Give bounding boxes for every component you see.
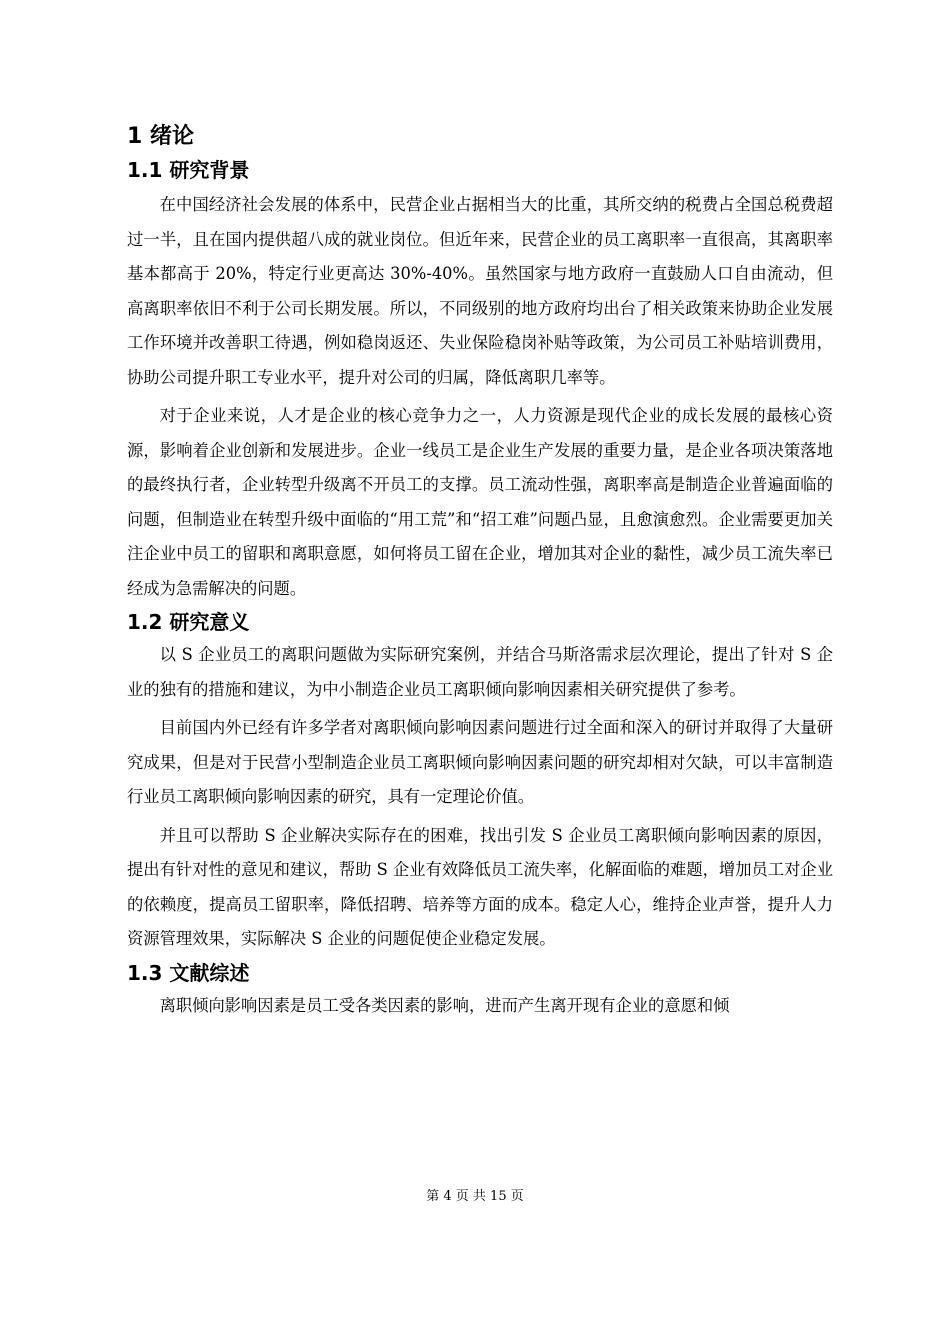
paragraph: 并且可以帮助 S 企业解决实际存在的困难，找出引发 S 企业员工离职倾向影响因素的原因，提出有针对性的意见和建议，帮助 S 企业有效降低员工流失率，化解面临的难题，增加员工对企业的依赖度，提高员工留职率，降低招聘、培养等方面的成本。稳定人心，维持企业声誉，提升人力资源管理效果，实际解决 S 企业的问题促使企业稳定发展。 <box>127 825 833 948</box>
paragraph: 目前国内外已经有许多学者对离职倾向影响因素问题进行过全面和深入的研讨并取得了大量研究成果，但是对于民营小型制造企业员工离职倾向影响因素问题的研究却相对欠缺，可以丰富制造行业员工离职倾向影响因素的研究，具有一定理论价值。 <box>127 718 833 806</box>
page-number-footer: 第 4 页 共 15 页 <box>426 1189 524 1204</box>
document-page <box>127 120 833 1023</box>
section-heading: 1.1 研究背景 <box>127 158 250 182</box>
paragraph: 离职倾向影响因素是员工受各类因素的影响，进而产生离开现有企业的意愿和倾 <box>159 995 730 1015</box>
chapter-title: 1 绪论 <box>127 124 194 149</box>
paragraph: 在中国经济社会发展的体系中，民营企业占据相当大的比重，其所交纳的税费占全国总税费超过一半，且在国内提供超八成的就业岗位。但近年来，民营企业的员工离职率一直很高，其离职率基本都高于 20%，特定行业更高达 30%-40%。虽然国家与地方政府一直鼓励人口自由流动，但高离职率依旧不利于公司长期发展。所以，不同级别的地方政府均出台了相关政策来协助企业发展工作环境并改善职工待遇，例如稳岗返还、失业保险稳岗补贴等政策，为公司员工补贴培训费用，协助公司提升职工专业水平，提升对公司的归属，降低离职几率等。 <box>127 195 833 387</box>
section-heading: 1.3 文献综述 <box>127 960 250 985</box>
paragraph: 对于企业来说，人才是企业的核心竞争力之一，人力资源是现代企业的成长发展的最核心资源，影响着企业创新和发展进步。企业一线员工是企业生产发展的重要力量，是企业各项决策落地的最终执行者，企业转型升级离不开员工的支撑。员工流动性强，离职率高是制造企业普遍面临的问题，但制造业在转型升级中面临的“用工荒”和“招工难”问题凸显，且愈演愈烈。企业需要更加关注企业中员工的留职和离职意愿，如何将员工留在企业，增加其对企业的黏性，减少员工流失率已经成为急需解决的问题。 <box>127 406 833 598</box>
section-heading: 1.2 研究意义 <box>127 610 250 634</box>
paragraph: 以 S 企业员工的离职问题做为实际研究案例，并结合马斯洛需求层次理论，提出了针对 S 企业的独有的措施和建议，为中小制造企业员工离职倾向影响因素相关研究提供了参考。 <box>127 645 833 699</box>
